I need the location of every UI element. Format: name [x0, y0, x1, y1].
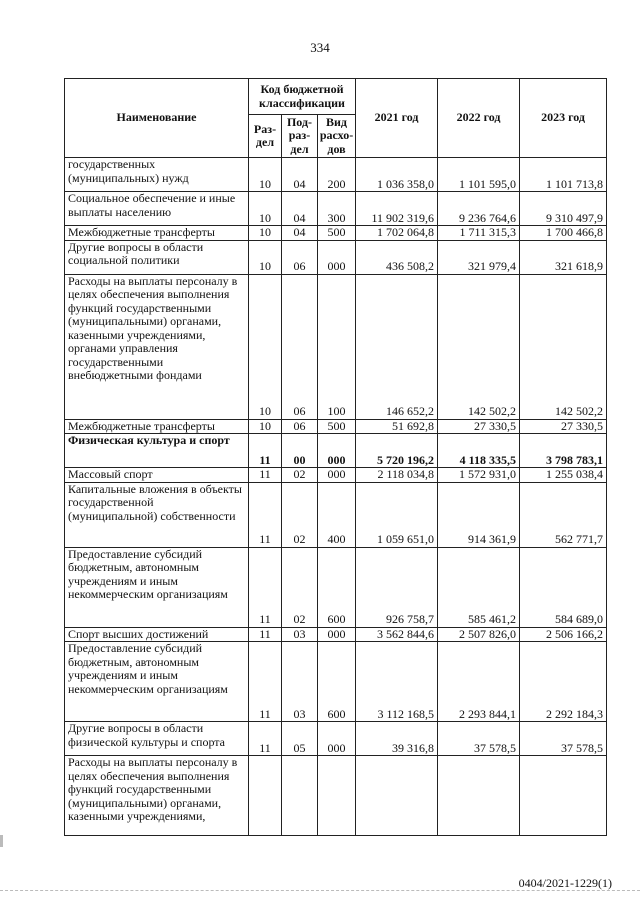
- row-podrazdel: 04: [282, 192, 318, 226]
- row-podrazdel: [282, 756, 318, 836]
- row-value-2021: 1 036 358,0: [356, 158, 438, 192]
- row-value-2022: 585 461,2: [438, 547, 520, 627]
- row-name: Предоставление субсидий бюджетным, автономным учреждениям и иным некоммерческим организациям: [65, 547, 249, 627]
- row-value-2022: 4 118 335,5: [438, 434, 520, 468]
- row-value-2021: 436 508,2: [356, 240, 438, 274]
- row-name: Другие вопросы в области физической культуры и спорта: [65, 722, 249, 756]
- row-value-2021: [356, 756, 438, 836]
- row-value-2021: 1 702 064,8: [356, 226, 438, 241]
- row-value-2021: 5 720 196,2: [356, 434, 438, 468]
- scan-mark: [0, 835, 3, 847]
- row-podrazdel: 02: [282, 468, 318, 483]
- table-row: [65, 468, 607, 483]
- row-razdel: 10: [249, 192, 282, 226]
- row-value-2022: 142 502,2: [438, 274, 520, 419]
- row-value-2023: 1 101 713,8: [520, 158, 607, 192]
- row-value-2021: 39 316,8: [356, 722, 438, 756]
- row-value-2023: 562 771,7: [520, 482, 607, 547]
- row-name: Капитальные вложения в объекты государственной (муниципальной) собственности: [65, 482, 249, 547]
- row-podrazdel: 06: [282, 419, 318, 434]
- table-row: [65, 642, 607, 722]
- page-number: 334: [310, 40, 330, 55]
- row-value-2021: 1 059 651,0: [356, 482, 438, 547]
- row-value-2022: 1 572 931,0: [438, 468, 520, 483]
- table-row: [65, 226, 607, 241]
- header-2021: 2021 год: [356, 79, 438, 158]
- row-podrazdel: 02: [282, 482, 318, 547]
- table-row: [65, 756, 607, 836]
- footer-code: 0404/2021-1229(1): [518, 876, 612, 890]
- row-value-2023: 1 700 466,8: [520, 226, 607, 241]
- header-2022: 2022 год: [438, 79, 520, 158]
- row-razdel: 10: [249, 240, 282, 274]
- header-vid: Вид расхо-дов: [318, 115, 356, 158]
- table-row: [65, 482, 607, 547]
- row-razdel: 10: [249, 419, 282, 434]
- row-razdel: 11: [249, 468, 282, 483]
- row-value-2022: 2 293 844,1: [438, 642, 520, 722]
- row-podrazdel: 02: [282, 547, 318, 627]
- row-podrazdel: 03: [282, 642, 318, 722]
- scan-edge-line: [0, 890, 640, 891]
- row-podrazdel: 04: [282, 158, 318, 192]
- table-border-stub: [64, 818, 65, 828]
- row-value-2022: 914 361,9: [438, 482, 520, 547]
- row-podrazdel: 05: [282, 722, 318, 756]
- header-podrazdel: Под-раз-дел: [282, 115, 318, 158]
- row-name: Спорт высших достижений: [65, 627, 249, 642]
- budget-table: [64, 78, 607, 836]
- row-value-2022: 1 101 595,0: [438, 158, 520, 192]
- row-podrazdel: 03: [282, 627, 318, 642]
- row-podrazdel: 00: [282, 434, 318, 468]
- row-name: Межбюджетные трансферты: [65, 419, 249, 434]
- row-vid: 000: [318, 434, 356, 468]
- row-value-2022: 321 979,4: [438, 240, 520, 274]
- row-vid: 300: [318, 192, 356, 226]
- table-row: [65, 547, 607, 627]
- row-vid: 200: [318, 158, 356, 192]
- table-row: [65, 240, 607, 274]
- row-vid: 500: [318, 226, 356, 241]
- row-value-2021: 3 112 168,5: [356, 642, 438, 722]
- table-row: [65, 158, 607, 192]
- row-value-2022: 1 711 315,3: [438, 226, 520, 241]
- row-value-2023: 321 618,9: [520, 240, 607, 274]
- row-value-2022: 27 330,5: [438, 419, 520, 434]
- row-value-2023: 27 330,5: [520, 419, 607, 434]
- row-name: Социальное обеспечение и иные выплаты населению: [65, 192, 249, 226]
- row-podrazdel: 04: [282, 226, 318, 241]
- row-razdel: [249, 756, 282, 836]
- row-name: Межбюджетные трансферты: [65, 226, 249, 241]
- row-name: Физическая культура и спорт: [65, 434, 249, 468]
- row-razdel: 10: [249, 274, 282, 419]
- row-value-2023: [520, 756, 607, 836]
- row-value-2022: [438, 756, 520, 836]
- row-value-2022: 37 578,5: [438, 722, 520, 756]
- row-name: Предоставление субсидий бюджетным, автономным учреждениям и иным некоммерческим организациям: [65, 642, 249, 722]
- row-vid: 000: [318, 627, 356, 642]
- row-vid: 000: [318, 722, 356, 756]
- table-row: [65, 419, 607, 434]
- row-vid: [318, 756, 356, 836]
- row-razdel: 10: [249, 158, 282, 192]
- header-code-group: Код бюджетной классификации: [249, 79, 356, 115]
- table-row: [65, 627, 607, 642]
- row-name: Другие вопросы в области социальной политики: [65, 240, 249, 274]
- row-name: Расходы на выплаты персоналу в целях обеспечения выполнения функций государственными (муниципальными) органами, казенными учреждениями, органами управления государственными внебюджетными фондами: [65, 274, 249, 419]
- row-value-2023: 1 255 038,4: [520, 468, 607, 483]
- row-vid: 600: [318, 547, 356, 627]
- row-value-2022: 2 507 826,0: [438, 627, 520, 642]
- row-podrazdel: 06: [282, 274, 318, 419]
- row-razdel: 11: [249, 482, 282, 547]
- row-razdel: 11: [249, 547, 282, 627]
- row-value-2023: 2 506 166,2: [520, 627, 607, 642]
- row-value-2021: 2 118 034,8: [356, 468, 438, 483]
- row-value-2021: 146 652,2: [356, 274, 438, 419]
- row-value-2023: 37 578,5: [520, 722, 607, 756]
- row-value-2021: 3 562 844,6: [356, 627, 438, 642]
- row-value-2023: 584 689,0: [520, 547, 607, 627]
- row-razdel: 11: [249, 722, 282, 756]
- header-name: Наименование: [65, 79, 249, 158]
- row-name: Массовый спорт: [65, 468, 249, 483]
- row-value-2022: 9 236 764,6: [438, 192, 520, 226]
- table-row: [65, 722, 607, 756]
- row-vid: 100: [318, 274, 356, 419]
- header-2023: 2023 год: [520, 79, 607, 158]
- row-value-2023: 3 798 783,1: [520, 434, 607, 468]
- row-podrazdel: 06: [282, 240, 318, 274]
- row-razdel: 11: [249, 627, 282, 642]
- row-razdel: 10: [249, 226, 282, 241]
- row-vid: 000: [318, 468, 356, 483]
- table-row: [65, 192, 607, 226]
- row-vid: 400: [318, 482, 356, 547]
- row-value-2023: 9 310 497,9: [520, 192, 607, 226]
- row-value-2021: 11 902 319,6: [356, 192, 438, 226]
- row-value-2023: 2 292 184,3: [520, 642, 607, 722]
- row-vid: 000: [318, 240, 356, 274]
- table-body: [65, 158, 607, 836]
- row-value-2021: 51 692,8: [356, 419, 438, 434]
- row-razdel: 11: [249, 642, 282, 722]
- row-name: Расходы на выплаты персоналу в целях обеспечения выполнения функций государственными (муниципальными) органами, казенными учреждениями,: [65, 756, 249, 836]
- table-row: [65, 434, 607, 468]
- row-name: государственных (муниципальных) нужд: [65, 158, 249, 192]
- row-vid: 500: [318, 419, 356, 434]
- header-razdel: Раз-дел: [249, 115, 282, 158]
- row-value-2023: 142 502,2: [520, 274, 607, 419]
- table-row: [65, 274, 607, 419]
- row-razdel: 11: [249, 434, 282, 468]
- row-vid: 600: [318, 642, 356, 722]
- row-value-2021: 926 758,7: [356, 547, 438, 627]
